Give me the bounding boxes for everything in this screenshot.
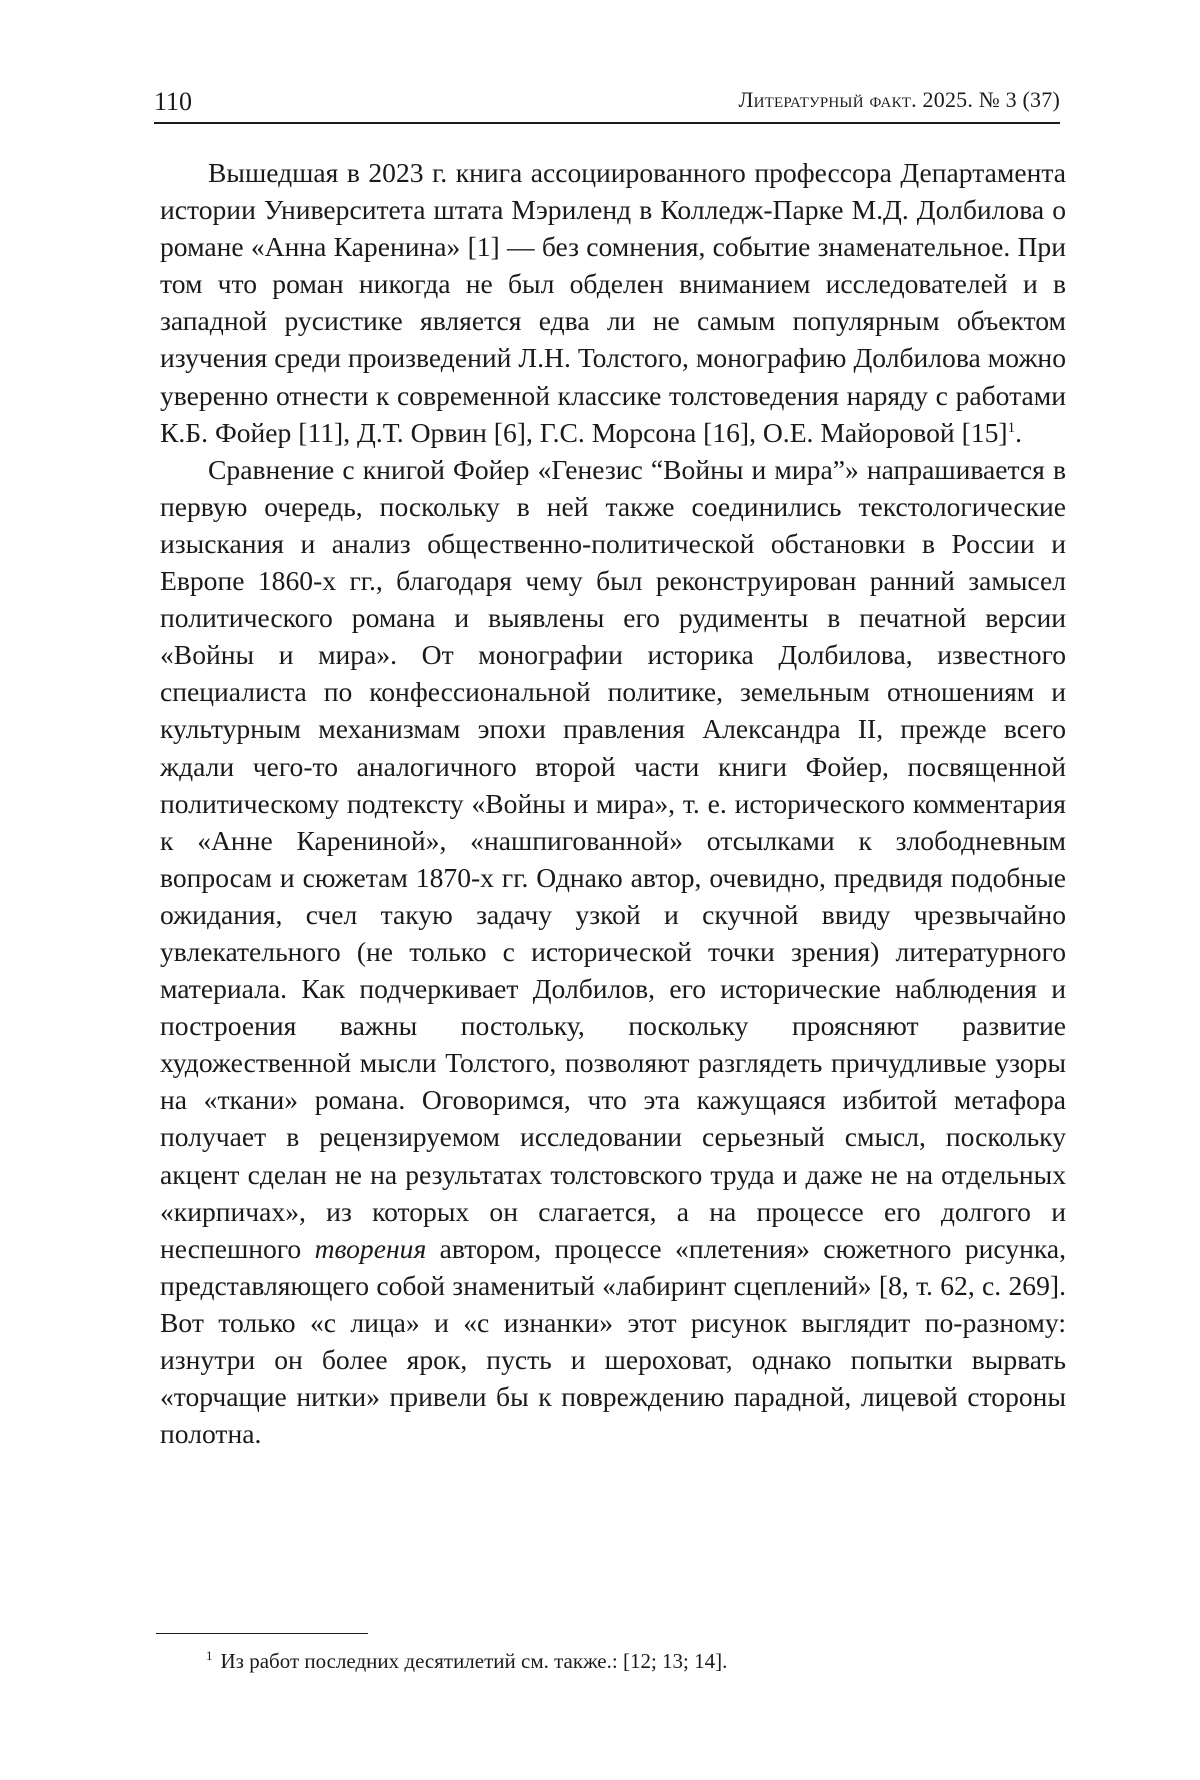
footnote-reference[interactable]: 1	[1007, 419, 1016, 436]
paragraph-1-text: Вышедшая в 2023 г. книга ассоциированного профессора Департамента истории Университета штата Мэриленд в Колледж-Парке М.Д. Долбилова о романе «Анна Каренина» [1] — без сомнения, событие знаменательное. При том что роман никогда не был обделен вниманием исследователей и в западной русистике является едва ли не самым популярным объектом изучения среди произведений Л.Н. Толстого, монографию Долбилова можно уверенно отнести к современной классике толстоведения наряду с работами К.Б. Фойер [11], Д.Т. Орвин [6], Г.С. Морсона [16], О.Е. Майоровой [15]	[160, 157, 1066, 448]
footnote-rule	[156, 1633, 368, 1634]
page-number: 110	[154, 87, 193, 116]
running-head: Литературный факт. 2025. № 3 (37)	[738, 87, 1060, 112]
header-rule	[154, 122, 1060, 124]
paragraph-2-text-b: автором, процессе «плетения» сюжетного рисунка, представляющего собой знаменитый «лабиринт сцеплений» [8, т. 62, с. 269]. Вот только «с лица» и «с изнанки» этот рисунок выглядит по-разному: изнутри он более ярок, пусть и шероховат, однако попытки вырвать «торчащие нитки» привели бы к повреждению парадной, лицевой стороны полотна.	[160, 1232, 1066, 1450]
italic-term: творения	[314, 1232, 427, 1264]
paragraph-1-end: .	[1015, 416, 1022, 448]
footnote-text: Из работ последних десятилетий см. также.: [12; 13; 14].	[220, 1649, 728, 1673]
paragraph-2-text-a: Сравнение с книгой Фойер «Генезис “Войны и мира”» напрашивается в первую очередь, поскольку в ней также соединились текстологические изыскания и анализ общественно-политической обстановки в России и Европе 1860-х гг., благодаря чему был реконструирован ранний замысел политического романа и выявлены его рудименты в печатной версии «Войны и мира». От монографии историка Долбилова, известного специалиста по конфессиональной политике, земельным отношениям и культурным механизмам эпохи правления Александра II, прежде всего ждали чего-то аналогичного второй части книги Фойер, посвященной политическому подтексту «Войны и мира», т. е. исторического комментария к «Анне Карениной», «нашпигованной» отсылками к злободневным вопросам и сюжетам 1870-х гг. Однако автор, очевидно, предвидя подобные ожидания, счел такую задачу узкой и скучной ввиду чрезвычайно увлекательного (не только с исторической точки зрения) литературного материала. Как подчеркивает Долбилов, его исторические наблюдения и построения важны постольку, поскольку проясняют развитие художественной мысли Толстого, позволяют разглядеть причудливые узоры на «ткани» романа. Оговоримся, что эта кажущаяся избитой метафора получает в рецензируемом исследовании серьезный смысл, поскольку акцент сделан не на результатах толстовского труда и даже не на отдельных «кирпичах», из которых он слагается, а на процессе его долгого и неспешного	[160, 453, 1066, 1264]
paragraph	[160, 451, 1066, 1453]
footnote-number: 1	[206, 1648, 213, 1663]
article-body	[160, 154, 1066, 1452]
paragraph	[160, 154, 1066, 451]
footnote	[206, 1642, 727, 1675]
